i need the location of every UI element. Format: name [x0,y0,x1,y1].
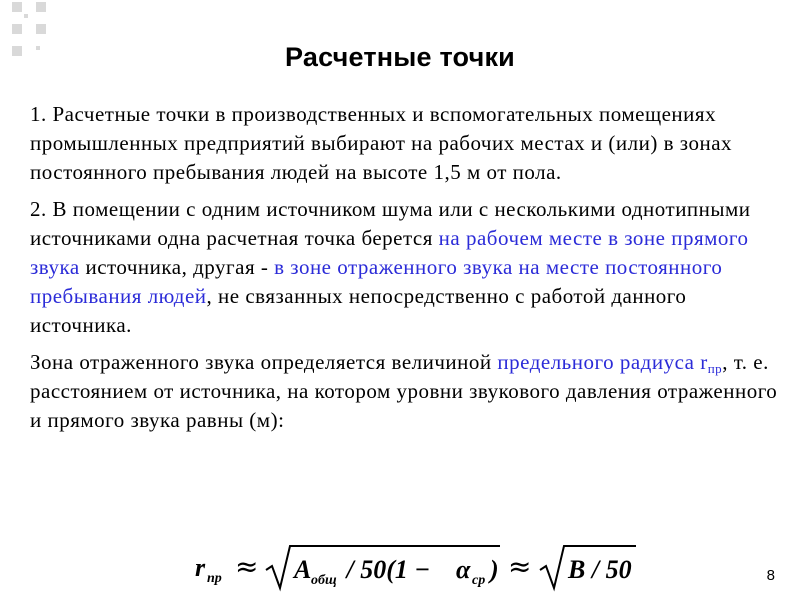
formula-A: A [294,555,312,584]
formula-alpha: α [456,555,471,584]
paragraph-1: 1. Расчетные точки в производственных и вспомогательных помещениях промышленных предприятий выбирают на рабочих местах и (или) в зонах постоянного пребывания людей на высоте 1,5 м от пола. [30,102,733,184]
formula-A-subscript: общ [311,573,337,588]
paragraph-2-highlight-direct-zone: на рабочем месте в зоне прямого звука [30,226,749,279]
formula-r: r [195,553,206,582]
paragraph-3-highlight-radius [497,350,722,374]
formula-approx-1: ≈ [235,550,259,583]
radius-subscript: пр [707,361,723,376]
slide-body [30,100,780,443]
formula-graphic [190,540,640,596]
radius-label: предельного радиуса r [497,350,708,374]
formula-r-subscript: пр [207,571,222,586]
formula-close-paren: ) [490,555,499,584]
paragraph-2-text-b: источника, другая - [79,255,275,279]
page-number: 8 [766,567,775,584]
formula-middle: / 50(1 − [340,555,437,584]
paragraph-3-text-a: Зона отраженного звука определяется величиной [30,350,498,374]
paragraph-2-text-a: 2. В помещении с одним источником шума или с несколькими однотипными источниками одна расчетная точка берется [30,197,751,250]
formula-approx-2: ≈ [508,550,532,583]
radius-formula [190,540,640,596]
paragraph-3 [30,348,780,435]
paragraph-2-highlight-reflected-zone: в зоне отраженного звука на месте постоянного пребывания людей [30,255,723,308]
formula-alpha-subscript: ср [472,573,486,588]
slide-title: Расчетные точки [285,42,515,72]
formula-B: B / 50 [568,555,632,584]
paragraph-2 [30,195,780,340]
paragraph-3-text-b: , т. е. расстоянием от источника, на котором уровни звукового давления отраженного и прямого звука равны (м): [30,350,778,432]
paragraph-2-text-c: , не связанных непосредственно с работой данного источника. [30,284,687,337]
